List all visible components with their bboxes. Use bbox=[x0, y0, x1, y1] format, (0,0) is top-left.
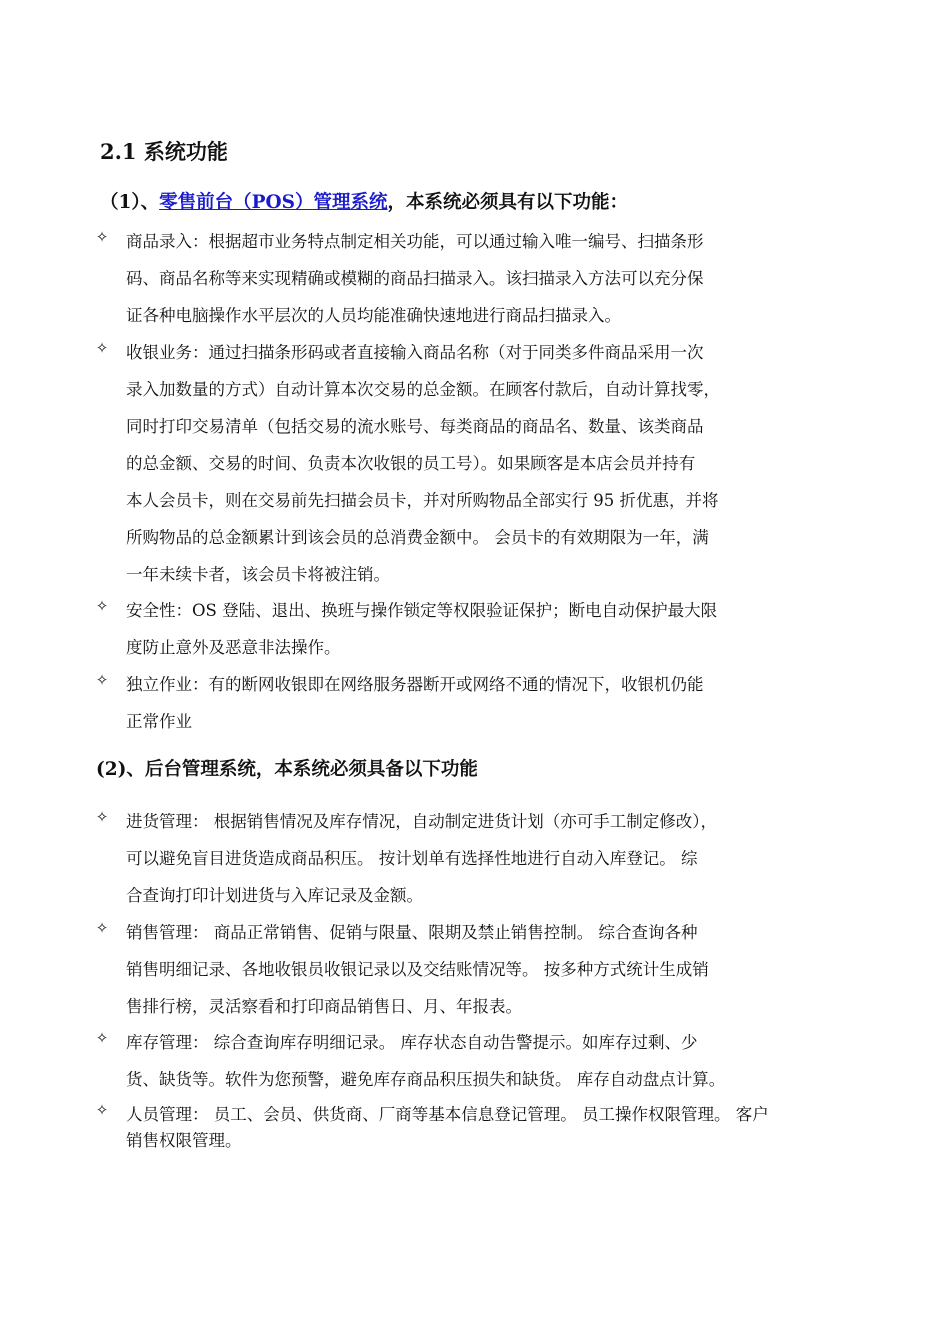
item-line: 本人会员卡，则在交易前先扫描会员卡，并对所购物品全部实行 95 折优惠，并将 bbox=[126, 491, 719, 510]
bullet-icon: ✧ bbox=[95, 339, 109, 357]
item-line: 售排行榜，灵活察看和打印商品销售日、月、年报表。 bbox=[126, 997, 522, 1016]
item-line: 独立作业：有的断网收银即在网络服务器断开或网络不通的情况下，收银机仍能 bbox=[126, 675, 704, 694]
item-line: 商品录入：根据超市业务特点制定相关功能，可以通过输入唯一编号、扫描条形 bbox=[126, 232, 704, 251]
item-line: 的总金额、交易的时间、负责本次收银的员工号）。如果顾客是本店会员并持有 bbox=[126, 454, 696, 473]
item-line: 同时打印交易清单（包括交易的流水账号、每类商品的商品名、数量、该类商品 bbox=[126, 417, 704, 436]
item-line: 正常作业 bbox=[126, 712, 192, 731]
item-line: 所购物品的总金额累计到该会员的总消费金额中。 会员卡的有效期限为一年，满 bbox=[126, 528, 709, 547]
item-line: 码、商品名称等来实现精确或模糊的商品扫描录入。该扫描录入方法可以充分保 bbox=[126, 269, 704, 288]
section-heading: 2.1 系统功能 bbox=[100, 139, 228, 164]
front-heading-suffix: ，本系统必须具有以下功能： bbox=[387, 192, 629, 213]
item-line: 收银业务：通过扫描条形码或者直接输入商品名称（对于同类多件商品采用一次 bbox=[126, 343, 704, 362]
item-line: 库存管理： 综合查询库存明细记录。 库存状态自动告警提示。如库存过剩、少 bbox=[126, 1033, 698, 1052]
item-line: 一年未续卡者，该会员卡将被注销。 bbox=[126, 565, 390, 584]
item-line: 合查询打印计划进货与入库记录及金额。 bbox=[126, 886, 423, 905]
item-line: 人员管理： 员工、会员、供货商、厂商等基本信息登记管理。 员工操作权限管理。 客户 bbox=[126, 1105, 769, 1124]
back-heading: (2)、后台管理系统，本系统必须具备以下功能 bbox=[96, 759, 478, 780]
bullet-icon: ✧ bbox=[95, 597, 109, 615]
item-line: 销售明细记录、各地收银员收银记录以及交结账情况等。 按多种方式统计生成销 bbox=[126, 960, 709, 979]
bullet-icon: ✧ bbox=[95, 1029, 109, 1047]
item-line: 进货管理： 根据销售情况及库存情况，自动制定进货计划（亦可手工制定修改）， bbox=[126, 812, 717, 831]
item-line: 度防止意外及恶意非法操作。 bbox=[126, 638, 341, 657]
front-heading bbox=[100, 188, 628, 214]
item-line: 证各种电脑操作水平层次的人员均能准确快速地进行商品扫描录入。 bbox=[126, 306, 621, 325]
item-line: 可以避免盲目进货造成商品积压。 按计划单有选择性地进行自动入库登记。 综 bbox=[126, 849, 698, 868]
item-line: 销售管理： 商品正常销售、促销与限量、限期及禁止销售控制。 综合查询各种 bbox=[126, 923, 698, 942]
front-heading-prefix: （1）、 bbox=[100, 192, 160, 213]
bullet-icon: ✧ bbox=[95, 671, 109, 689]
item-line: 录入加数量的方式）自动计算本次交易的总金额。在顾客付款后，自动计算找零， bbox=[126, 380, 720, 399]
bullet-icon: ✧ bbox=[95, 228, 109, 246]
item-line: 货、缺货等。软件为您预警，避免库存商品积压损失和缺货。 库存自动盘点计算。 bbox=[126, 1070, 726, 1089]
pos-system-link[interactable]: 零售前台（POS）管理系统 bbox=[159, 192, 388, 213]
bullet-icon: ✧ bbox=[95, 919, 109, 937]
bullet-icon: ✧ bbox=[95, 1101, 109, 1119]
bullet-icon: ✧ bbox=[95, 808, 109, 826]
item-line: 销售权限管理。 bbox=[126, 1131, 242, 1150]
item-line: 安全性：OS 登陆、退出、换班与操作锁定等权限验证保护；断电自动保护最大限 bbox=[126, 601, 718, 620]
